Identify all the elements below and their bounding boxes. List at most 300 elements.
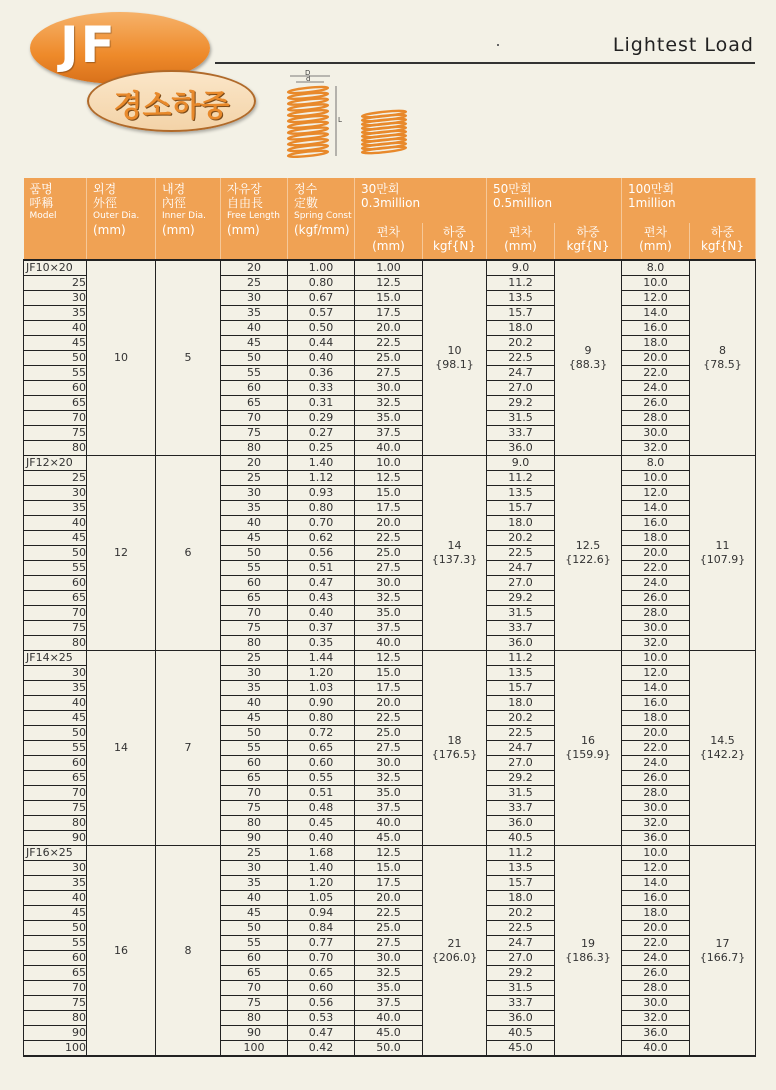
load-kgf-value: 19	[581, 936, 595, 950]
deflection-30-cell: 15.0	[355, 666, 423, 681]
deflection-100-cell: 20.0	[622, 546, 690, 561]
spring-const-cell: 0.37	[288, 621, 355, 636]
load-n-value: {206.0}	[431, 950, 478, 964]
free-length-cell: 30	[221, 666, 288, 681]
load-kgf-value: 14.5	[710, 734, 735, 747]
spring-compressed-image	[358, 108, 413, 158]
free-length-cell: 20	[221, 260, 288, 276]
spring-const-cell: 0.44	[288, 336, 355, 351]
deflection-30-cell: 40.0	[355, 441, 423, 456]
deflection-50-cell: 27.0	[487, 756, 555, 771]
deflection-50-cell: 45.0	[487, 1041, 555, 1057]
header-model-en: Model	[29, 211, 57, 221]
spring-const-cell: 0.50	[288, 321, 355, 336]
header-1m-cycles	[622, 178, 756, 223]
header-1m-en: 1million	[628, 196, 676, 210]
header-inner-en: Inner Dia.	[162, 211, 206, 221]
deflection-100-cell: 28.0	[622, 786, 690, 801]
deflection-50-cell: 22.5	[487, 726, 555, 741]
deflection-50-cell: 36.0	[487, 441, 555, 456]
deflection-100-cell: 8.0	[622, 260, 690, 276]
deflection-50-cell: 11.2	[487, 846, 555, 861]
model-cell: 35	[24, 876, 87, 891]
model-cell: JF10×20	[24, 260, 87, 276]
jf-logo	[22, 10, 252, 135]
model-cell: 60	[24, 576, 87, 591]
deflection-30-cell: 15.0	[355, 291, 423, 306]
deflection-30-cell: 20.0	[355, 516, 423, 531]
header-load-label: 하중	[710, 225, 735, 239]
spring-const-cell: 0.25	[288, 441, 355, 456]
deflection-100-cell: 40.0	[622, 1041, 690, 1057]
free-length-cell: 45	[221, 906, 288, 921]
deflection-50-cell: 18.0	[487, 696, 555, 711]
model-cell: 30	[24, 666, 87, 681]
deflection-30-cell: 32.5	[355, 771, 423, 786]
free-length-cell: 80	[221, 441, 288, 456]
spring-const-cell: 0.31	[288, 396, 355, 411]
header-inner-hanja: 內徑	[162, 196, 187, 210]
header-300k-en: 0.3million	[361, 196, 421, 210]
spring-const-cell: 0.36	[288, 366, 355, 381]
free-length-cell: 65	[221, 966, 288, 981]
model-cell: 50	[24, 546, 87, 561]
free-length-cell: 80	[221, 636, 288, 651]
free-length-cell: 40	[221, 891, 288, 906]
model-cell: 50	[24, 351, 87, 366]
model-cell: 45	[24, 906, 87, 921]
deflection-100-cell: 10.0	[622, 651, 690, 666]
spring-const-cell: 1.12	[288, 471, 355, 486]
deflection-50-cell: 33.7	[487, 801, 555, 816]
load-kgf-value: 14	[447, 539, 462, 552]
spring-const-cell: 0.40	[288, 831, 355, 846]
free-length-cell: 75	[221, 801, 288, 816]
header-load-100	[690, 223, 756, 260]
model-cell: 55	[24, 741, 87, 756]
deflection-50-cell: 20.2	[487, 531, 555, 546]
deflection-100-cell: 36.0	[622, 831, 690, 846]
header-spring-const	[288, 178, 355, 260]
deflection-50-cell: 22.5	[487, 351, 555, 366]
deflection-30-cell: 10.0	[355, 456, 423, 471]
header-inner-unit: (mm)	[162, 223, 195, 237]
deflection-50-cell: 15.7	[487, 306, 555, 321]
spring-const-cell: 1.00	[288, 260, 355, 276]
free-length-cell: 55	[221, 936, 288, 951]
free-length-cell: 40	[221, 321, 288, 336]
spring-const-cell: 0.40	[288, 351, 355, 366]
spring-const-cell: 1.20	[288, 876, 355, 891]
header-deflection-30	[355, 223, 423, 260]
free-length-cell: 50	[221, 921, 288, 936]
model-cell: JF14×25	[24, 651, 87, 666]
model-cell: 40	[24, 321, 87, 336]
spring-const-cell: 0.47	[288, 576, 355, 591]
deflection-30-cell: 25.0	[355, 921, 423, 936]
deflection-50-cell: 15.7	[487, 876, 555, 891]
deflection-30-cell: 1.00	[355, 260, 423, 276]
model-cell: 65	[24, 396, 87, 411]
load-kgf-value: 21	[447, 936, 462, 950]
model-cell: 60	[24, 951, 87, 966]
load-n-value: {176.5}	[431, 748, 478, 761]
header-const-unit: (kgf/mm)	[294, 223, 350, 237]
spring-const-cell: 0.80	[288, 711, 355, 726]
free-length-cell: 90	[221, 1026, 288, 1041]
model-cell: 30	[24, 486, 87, 501]
deflection-50-cell: 29.2	[487, 396, 555, 411]
title-rule	[215, 62, 755, 64]
spring-const-cell: 0.80	[288, 501, 355, 516]
model-cell: 80	[24, 1011, 87, 1026]
spring-const-cell: 1.20	[288, 666, 355, 681]
load-kgf-value: 11	[715, 539, 730, 552]
model-cell: 70	[24, 411, 87, 426]
deflection-100-cell: 26.0	[622, 966, 690, 981]
deflection-50-cell: 31.5	[487, 786, 555, 801]
load-100-cell	[690, 260, 756, 456]
deflection-100-cell: 14.0	[622, 876, 690, 891]
header-free-unit: (mm)	[227, 223, 260, 237]
header-outer-unit: (mm)	[93, 223, 126, 237]
free-length-cell: 25	[221, 846, 288, 861]
deflection-50-cell: 40.5	[487, 831, 555, 846]
deflection-50-cell: 13.5	[487, 486, 555, 501]
deflection-50-cell: 18.0	[487, 891, 555, 906]
spring-const-cell: 1.40	[288, 456, 355, 471]
spring-const-cell: 1.68	[288, 846, 355, 861]
deflection-30-cell: 30.0	[355, 951, 423, 966]
deflection-100-cell: 20.0	[622, 921, 690, 936]
header-const-hanja: 定數	[294, 196, 319, 210]
deflection-50-cell: 20.2	[487, 336, 555, 351]
deflection-50-cell: 13.5	[487, 666, 555, 681]
deflection-50-cell: 11.2	[487, 471, 555, 486]
load-50-cell	[555, 651, 622, 846]
spring-const-cell: 0.62	[288, 531, 355, 546]
deflection-100-cell: 26.0	[622, 591, 690, 606]
spring-const-cell: 1.40	[288, 861, 355, 876]
spring-const-cell: 0.29	[288, 411, 355, 426]
free-length-cell: 20	[221, 456, 288, 471]
spring-const-cell: 0.45	[288, 816, 355, 831]
free-length-cell: 70	[221, 411, 288, 426]
model-cell: 30	[24, 861, 87, 876]
deflection-30-cell: 27.5	[355, 936, 423, 951]
deflection-100-cell: 28.0	[622, 606, 690, 621]
header-model-kr: 품명	[29, 182, 53, 196]
header-free-length	[221, 178, 288, 260]
free-length-cell: 80	[221, 1011, 288, 1026]
header-deflection-unit: (mm)	[639, 239, 672, 253]
deflection-50-cell: 11.2	[487, 276, 555, 291]
spring-const-cell: 0.43	[288, 591, 355, 606]
model-cell: 65	[24, 591, 87, 606]
header-inner-kr: 내경	[162, 182, 186, 196]
spring-const-cell: 0.57	[288, 306, 355, 321]
deflection-100-cell: 22.0	[622, 366, 690, 381]
model-cell: JF16×25	[24, 846, 87, 861]
free-length-cell: 65	[221, 771, 288, 786]
free-length-cell: 90	[221, 831, 288, 846]
spring-const-cell: 0.84	[288, 921, 355, 936]
deflection-50-cell: 15.7	[487, 681, 555, 696]
load-n-value: {142.2}	[699, 748, 746, 761]
deflection-100-cell: 32.0	[622, 816, 690, 831]
model-cell: 25	[24, 471, 87, 486]
deflection-100-cell: 14.0	[622, 501, 690, 516]
load-30-cell	[423, 456, 487, 651]
header-outer-hanja: 外徑	[93, 196, 118, 210]
deflection-30-cell: 30.0	[355, 381, 423, 396]
deflection-30-cell: 27.5	[355, 366, 423, 381]
free-length-cell: 30	[221, 486, 288, 501]
free-length-cell: 70	[221, 606, 288, 621]
load-kgf-value: 8	[719, 344, 726, 357]
load-100-cell	[690, 846, 756, 1057]
model-cell: 55	[24, 561, 87, 576]
spring-const-cell: 0.60	[288, 756, 355, 771]
deflection-50-cell: 13.5	[487, 291, 555, 306]
model-cell: 80	[24, 441, 87, 456]
deflection-30-cell: 22.5	[355, 906, 423, 921]
inner-dia-cell: 8	[156, 846, 221, 1057]
deflection-30-cell: 37.5	[355, 426, 423, 441]
spring-const-cell: 0.72	[288, 726, 355, 741]
model-cell: 60	[24, 381, 87, 396]
deflection-50-cell: 27.0	[487, 381, 555, 396]
deflection-30-cell: 17.5	[355, 876, 423, 891]
free-length-cell: 30	[221, 861, 288, 876]
deflection-100-cell: 28.0	[622, 411, 690, 426]
deflection-100-cell: 32.0	[622, 1011, 690, 1026]
deflection-50-cell: 18.0	[487, 321, 555, 336]
header-deflection-label: 편차	[508, 225, 533, 239]
deflection-100-cell: 12.0	[622, 486, 690, 501]
deflection-100-cell: 10.0	[622, 471, 690, 486]
header-const-en: Spring Const	[294, 211, 352, 221]
logo-korean-text: 경소하중	[113, 89, 230, 124]
inner-dia-cell: 7	[156, 651, 221, 846]
deflection-50-cell: 33.7	[487, 621, 555, 636]
deflection-30-cell: 40.0	[355, 1011, 423, 1026]
spring-const-cell: 0.65	[288, 966, 355, 981]
spring-const-cell: 0.77	[288, 936, 355, 951]
load-n-value: {122.6}	[565, 553, 611, 566]
spring-const-cell: 1.05	[288, 891, 355, 906]
free-length-cell: 60	[221, 381, 288, 396]
deflection-30-cell: 25.0	[355, 546, 423, 561]
table-row	[24, 456, 756, 471]
deflection-30-cell: 40.0	[355, 636, 423, 651]
logo-jf-text: JF	[60, 16, 117, 74]
model-cell: 35	[24, 681, 87, 696]
spring-const-cell: 0.65	[288, 741, 355, 756]
free-length-cell: 30	[221, 291, 288, 306]
model-cell: 90	[24, 1026, 87, 1041]
free-length-cell: 40	[221, 516, 288, 531]
spring-const-cell: 0.40	[288, 606, 355, 621]
model-cell: 25	[24, 276, 87, 291]
model-cell: 35	[24, 306, 87, 321]
load-50-cell	[555, 456, 622, 651]
deflection-100-cell: 30.0	[622, 801, 690, 816]
spring-const-cell: 0.70	[288, 516, 355, 531]
load-100-cell	[690, 456, 756, 651]
deflection-100-cell: 10.0	[622, 846, 690, 861]
deflection-100-cell: 24.0	[622, 951, 690, 966]
header-free-hanja: 自由長	[227, 196, 264, 210]
spring-const-cell: 0.27	[288, 426, 355, 441]
model-cell: 60	[24, 756, 87, 771]
deflection-50-cell: 24.7	[487, 936, 555, 951]
spring-const-cell: 0.94	[288, 906, 355, 921]
deflection-50-cell: 29.2	[487, 966, 555, 981]
deflection-50-cell: 15.7	[487, 501, 555, 516]
deflection-50-cell: 22.5	[487, 546, 555, 561]
outer-dia-cell: 12	[87, 456, 156, 651]
spring-const-cell: 1.03	[288, 681, 355, 696]
load-kgf-value: 12.5	[575, 539, 601, 552]
model-cell: 65	[24, 771, 87, 786]
spring-const-cell: 0.60	[288, 981, 355, 996]
free-length-cell: 45	[221, 531, 288, 546]
deflection-30-cell: 35.0	[355, 606, 423, 621]
deflection-30-cell: 45.0	[355, 831, 423, 846]
free-length-cell: 35	[221, 501, 288, 516]
deflection-50-cell: 24.7	[487, 561, 555, 576]
model-cell: 30	[24, 291, 87, 306]
deflection-30-cell: 12.5	[355, 276, 423, 291]
load-n-value: {166.7}	[699, 950, 746, 964]
deflection-30-cell: 32.5	[355, 966, 423, 981]
page-title: Lightest Load	[612, 34, 754, 56]
free-length-cell: 55	[221, 561, 288, 576]
deflection-100-cell: 10.0	[622, 276, 690, 291]
outer-dia-cell: 10	[87, 260, 156, 456]
deflection-50-cell: 11.2	[487, 651, 555, 666]
free-length-cell: 65	[221, 396, 288, 411]
header-inner-dia	[156, 178, 221, 260]
deflection-50-cell: 31.5	[487, 606, 555, 621]
free-length-cell: 100	[221, 1041, 288, 1057]
outer-dia-cell: 14	[87, 651, 156, 846]
deflection-100-cell: 30.0	[622, 426, 690, 441]
deflection-50-cell: 36.0	[487, 636, 555, 651]
free-length-cell: 80	[221, 816, 288, 831]
spring-const-cell: 0.33	[288, 381, 355, 396]
spring-const-cell: 0.47	[288, 1026, 355, 1041]
load-n-value: {186.3}	[565, 950, 611, 964]
model-cell: 75	[24, 621, 87, 636]
model-cell: 50	[24, 921, 87, 936]
deflection-30-cell: 20.0	[355, 891, 423, 906]
deflection-30-cell: 20.0	[355, 321, 423, 336]
deflection-30-cell: 35.0	[355, 411, 423, 426]
spring-const-cell: 0.48	[288, 801, 355, 816]
model-cell: 70	[24, 786, 87, 801]
deflection-100-cell: 22.0	[622, 741, 690, 756]
deflection-100-cell: 16.0	[622, 321, 690, 336]
deflection-100-cell: 8.0	[622, 456, 690, 471]
deflection-100-cell: 24.0	[622, 756, 690, 771]
table-row	[24, 260, 756, 276]
deflection-50-cell: 31.5	[487, 981, 555, 996]
model-cell: 75	[24, 996, 87, 1011]
header-300k-cycles	[355, 178, 487, 223]
deflection-50-cell: 9.0	[487, 260, 555, 276]
header-outer-dia	[87, 178, 156, 260]
header-load-label: 하중	[442, 225, 467, 239]
label-d: d	[306, 75, 311, 83]
free-length-cell: 60	[221, 756, 288, 771]
deflection-50-cell: 36.0	[487, 1011, 555, 1026]
model-cell: 65	[24, 966, 87, 981]
deflection-100-cell: 14.0	[622, 306, 690, 321]
load-kgf-value: 9	[584, 344, 592, 357]
deflection-50-cell: 27.0	[487, 951, 555, 966]
deflection-50-cell: 20.2	[487, 711, 555, 726]
header-1m-kr: 100만회	[628, 182, 675, 196]
deflection-30-cell: 17.5	[355, 681, 423, 696]
load-30-cell	[423, 260, 487, 456]
header-load-unit: kgf{N}	[700, 239, 745, 253]
free-length-cell: 35	[221, 681, 288, 696]
table-row	[24, 846, 756, 861]
free-length-cell: 50	[221, 351, 288, 366]
header-deflection-50	[487, 223, 555, 260]
deflection-30-cell: 30.0	[355, 756, 423, 771]
load-n-value: {88.3}	[568, 358, 608, 371]
header-free-kr: 자유장	[227, 182, 262, 196]
deflection-100-cell: 24.0	[622, 381, 690, 396]
deflection-50-cell: 31.5	[487, 411, 555, 426]
free-length-cell: 50	[221, 546, 288, 561]
deflection-30-cell: 37.5	[355, 621, 423, 636]
outer-dia-cell: 16	[87, 846, 156, 1057]
free-length-cell: 35	[221, 306, 288, 321]
deflection-100-cell: 18.0	[622, 531, 690, 546]
load-n-value: {78.5}	[703, 358, 742, 371]
deflection-30-cell: 20.0	[355, 696, 423, 711]
deflection-50-cell: 33.7	[487, 426, 555, 441]
header-const-kr: 정수	[294, 182, 318, 196]
header-300k-kr: 30만회	[361, 182, 400, 196]
deflection-30-cell: 27.5	[355, 561, 423, 576]
load-kgf-value: 16	[581, 734, 595, 747]
deflection-50-cell: 13.5	[487, 861, 555, 876]
deflection-30-cell: 17.5	[355, 306, 423, 321]
header-outer-en: Outer Dia.	[93, 211, 140, 221]
model-cell: 75	[24, 801, 87, 816]
deflection-50-cell: 29.2	[487, 591, 555, 606]
deflection-30-cell: 12.5	[355, 651, 423, 666]
deflection-50-cell: 22.5	[487, 921, 555, 936]
free-length-cell: 75	[221, 621, 288, 636]
header-deflection-unit: (mm)	[504, 239, 537, 253]
deflection-100-cell: 12.0	[622, 666, 690, 681]
free-length-cell: 35	[221, 876, 288, 891]
deflection-100-cell: 20.0	[622, 351, 690, 366]
spring-const-cell: 1.44	[288, 651, 355, 666]
label-L: L	[338, 116, 342, 124]
deflection-50-cell: 24.7	[487, 741, 555, 756]
header-500k-cycles	[487, 178, 622, 223]
deflection-30-cell: 25.0	[355, 726, 423, 741]
model-cell: 75	[24, 426, 87, 441]
deflection-50-cell: 40.5	[487, 1026, 555, 1041]
